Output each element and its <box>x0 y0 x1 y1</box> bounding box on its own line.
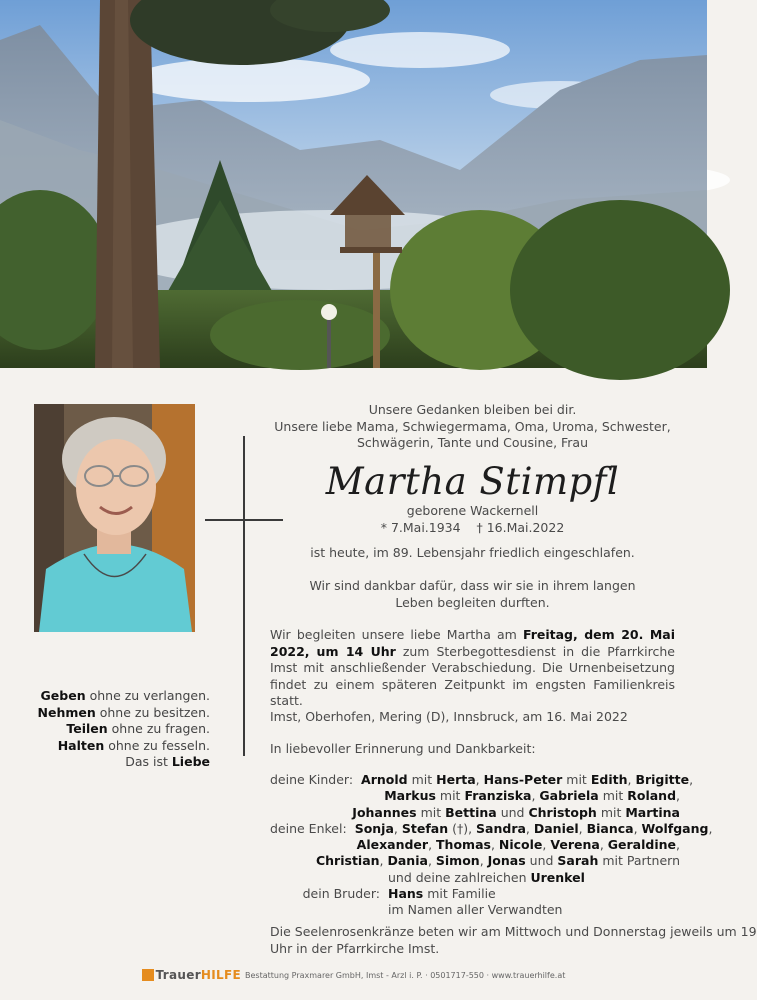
birth-info <box>270 503 675 536</box>
poem-line: Halten ohne zu fesseln. <box>57 737 210 753</box>
poem-line: Das ist Liebe <box>125 754 210 769</box>
cross-vertical-bar <box>243 436 245 756</box>
passed-statement: ist heute, im 89. Lebensjahr friedlich eingeschlafen. <box>310 545 635 560</box>
place-and-date: Imst, Oberhofen, Mering (D), Innsbruck, am 16. Mai 2022 <box>270 709 628 724</box>
life-dates: * 7.Mai.1934 † 16.Mai.2022 <box>380 519 565 535</box>
remembrance-line: In liebevoller Erinnerung und Dankbarkeit: <box>270 741 536 756</box>
portrait-photo <box>34 404 195 632</box>
intro-line: Schwägerin, Tante und Cousine, Frau <box>356 435 589 450</box>
service-date: Freitag, dem 20. Mai 2022, <box>270 627 675 659</box>
landscape-header-image <box>0 0 707 368</box>
birth-name: geborene Wackernell <box>406 503 539 518</box>
intro-line: Unsere Gedanken bleiben bei dir. <box>368 402 577 417</box>
service-time: um 14 Uhr <box>316 643 396 659</box>
service-details: Wir begleiten unsere liebe Martha am Freitag, dem 20. Mai 2022, um 14 Uhr zum Sterbegottesdienst in die Pfarrkirche Imst mit anschließender Verabschiedung. Die Urnenbeisetzung findet zu einem späteren Zeitpunkt im engsten Familienkreis statt. <box>270 627 675 708</box>
thanks-line: Leben begleiten durften. <box>395 594 550 610</box>
footer <box>0 968 707 982</box>
rosary-line: Die Seelenrosenkränze beten wir am Mittwoch und Donnerstag jeweils um 19 <box>270 924 757 939</box>
family-list: deine Kinder: Arnold mit Herta, Hans-Peter mit Edith, Brigitte, Markus mit Franziska, Gabriela mit Roland, Johannes mit Bettina und Christoph mit Martina deine Enkel: Sonja, Stefan (†), Sandra, Daniel, Bianca, Wolfgang, Alexander, Thomas, Nicole, Verena, Geraldine, Christian, Dania, Simon, Jonas und Sarah mit Partnern und deine zahlreichen Urenkel dein Bruder: Hans mit Familie im Namen aller Verwandten <box>270 772 713 918</box>
intro-line: Unsere liebe Mama, Schwiegermama, Oma, Uroma, Schwester, <box>274 418 671 434</box>
poem-line: Nehmen ohne zu besitzen. <box>37 704 210 720</box>
trauerhilfe-logo: TrauerHILFE <box>155 968 241 982</box>
trauerhilfe-logo-icon <box>142 969 154 981</box>
rosary-line: Uhr in der Pfarrkirche Imst. <box>270 940 440 956</box>
poem-line: Teilen ohne zu fragen. <box>66 721 210 736</box>
deceased-name: Martha Stimpfl <box>325 460 620 503</box>
rosary-info <box>270 924 757 957</box>
footer-text: Bestattung Praxmarer GmbH, Imst - Arzl i. P. · 0501717-550 · www.trauerhilfe.at <box>244 970 566 980</box>
poem-line: Geben ohne zu verlangen. <box>40 688 210 703</box>
thanks-line: Wir sind dankbar dafür, dass wir sie in ihrem langen <box>309 578 636 593</box>
family-row-children: deine Kinder: Arnold mit Herta, Hans-Peter mit Edith, Brigitte, <box>270 772 694 787</box>
family-row-brother: dein Bruder: Hans mit Familie <box>302 886 496 902</box>
thanks-statement <box>270 578 675 611</box>
poem <box>20 688 210 771</box>
intro-text <box>270 402 675 452</box>
family-row-grandchildren: deine Enkel: Sonja, Stefan (†), Sandra, Daniel, Bianca, Wolfgang, <box>270 820 713 836</box>
